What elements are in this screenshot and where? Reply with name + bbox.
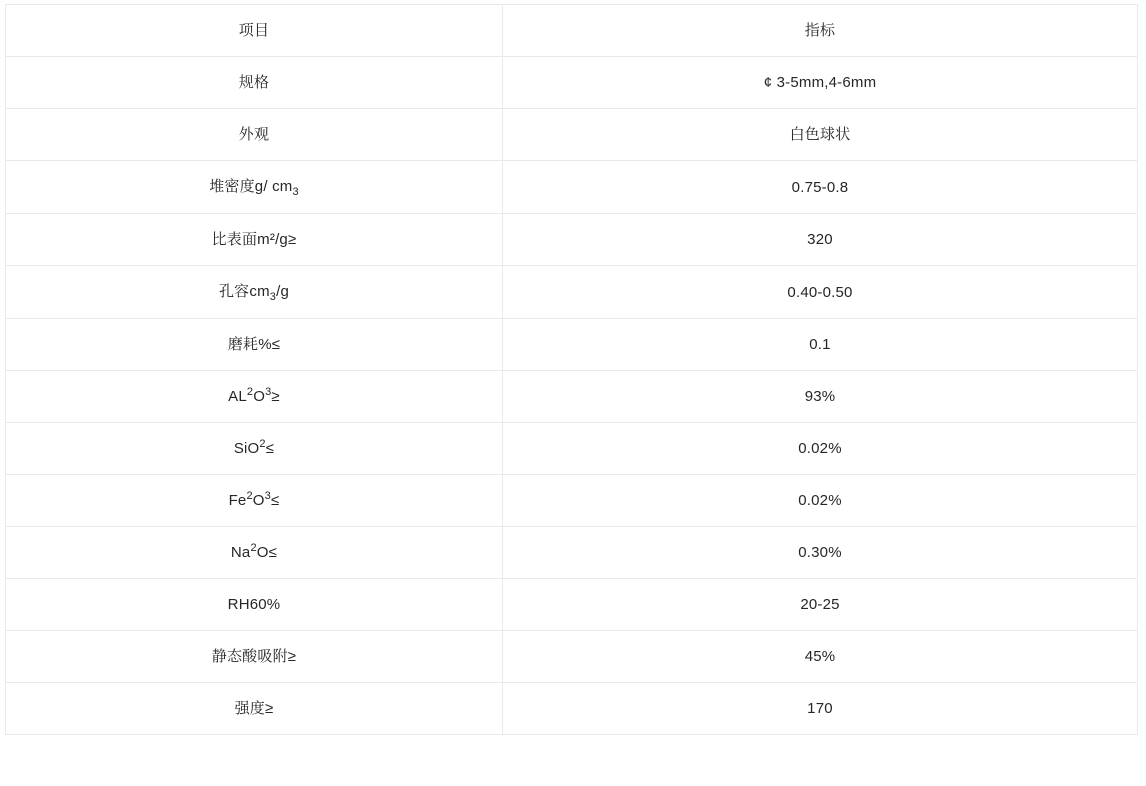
cell-text: Fe bbox=[228, 492, 247, 509]
value-cell bbox=[503, 371, 1138, 423]
cell-text: 白色球状 bbox=[789, 126, 851, 143]
item-cell bbox=[6, 631, 503, 683]
cell-text: 20-25 bbox=[800, 596, 840, 613]
cell-text: 45% bbox=[804, 648, 836, 665]
value-cell bbox=[503, 423, 1138, 475]
value-cell bbox=[503, 683, 1138, 735]
value-cell bbox=[503, 475, 1138, 527]
subscript: 3 bbox=[269, 291, 277, 303]
cell-text: Na bbox=[230, 544, 251, 561]
cell-text: 0.40-0.50 bbox=[787, 283, 853, 301]
item-cell bbox=[6, 527, 503, 579]
value-cell bbox=[503, 109, 1138, 161]
item-cell bbox=[6, 371, 503, 423]
page bbox=[0, 4, 1146, 786]
cell-text: 磨耗%≤ bbox=[227, 336, 281, 353]
item-cell bbox=[6, 214, 503, 266]
value-cell bbox=[503, 57, 1138, 109]
cell-text: RH60% bbox=[227, 596, 281, 613]
spec-row bbox=[6, 527, 1138, 579]
spec-row bbox=[6, 266, 1138, 319]
superscript: 2 bbox=[246, 490, 253, 502]
subscript: 3 bbox=[292, 186, 299, 198]
cell-text: O bbox=[253, 388, 266, 405]
cell-text: O≤ bbox=[256, 544, 278, 561]
item-cell bbox=[6, 319, 503, 371]
superscript: 2 bbox=[250, 542, 257, 554]
cell-text: 320 bbox=[807, 231, 833, 248]
cell-text: 0.02% bbox=[798, 492, 842, 509]
value-cell bbox=[503, 161, 1138, 214]
cell-text: 外观 bbox=[238, 126, 270, 143]
superscript: 3 bbox=[265, 386, 272, 398]
cell-text: 项目 bbox=[238, 22, 270, 39]
value-cell bbox=[503, 527, 1138, 579]
cell-text: 规格 bbox=[238, 74, 270, 91]
cell-text: ≤ bbox=[265, 440, 275, 457]
item-cell bbox=[6, 161, 503, 214]
spec-row bbox=[6, 57, 1138, 109]
superscript: 2 bbox=[246, 386, 254, 398]
cell-text: AL bbox=[228, 388, 247, 405]
value-cell bbox=[503, 319, 1138, 371]
cell-text: /g bbox=[276, 283, 290, 300]
value-cell bbox=[503, 214, 1138, 266]
spec-row bbox=[6, 579, 1138, 631]
spec-row bbox=[6, 319, 1138, 371]
cell-text: ¢ 3-5mm,4-6mm bbox=[763, 74, 877, 91]
spec-row bbox=[6, 109, 1138, 161]
cell-text: 指标 bbox=[804, 22, 836, 39]
spec-table-body bbox=[6, 5, 1138, 735]
spec-row bbox=[6, 683, 1138, 735]
cell-text: 0.30% bbox=[798, 544, 842, 561]
item-cell bbox=[6, 57, 503, 109]
cell-text: 0.75-0.8 bbox=[791, 178, 849, 196]
cell-text: 堆密度g/ cm bbox=[209, 178, 293, 195]
spec-table bbox=[5, 4, 1138, 735]
spec-row bbox=[6, 475, 1138, 527]
cell-text: 93% bbox=[804, 388, 836, 405]
cell-text: O bbox=[252, 492, 265, 509]
cell-text: ≤ bbox=[271, 492, 280, 509]
spec-row bbox=[6, 423, 1138, 475]
value-cell bbox=[503, 266, 1138, 319]
item-cell bbox=[6, 475, 503, 527]
cell-text: 强度≥ bbox=[234, 700, 274, 717]
cell-text: 比表面m²/g≥ bbox=[211, 231, 297, 248]
superscript: 3 bbox=[264, 490, 271, 502]
item-cell bbox=[6, 266, 503, 319]
cell-text: ≥ bbox=[271, 388, 280, 405]
item-cell bbox=[6, 109, 503, 161]
cell-text: 0.1 bbox=[809, 336, 831, 353]
value-column-header bbox=[503, 5, 1138, 57]
cell-text: SiO bbox=[233, 440, 260, 457]
value-cell bbox=[503, 579, 1138, 631]
item-cell bbox=[6, 683, 503, 735]
item-cell bbox=[6, 423, 503, 475]
item-cell bbox=[6, 579, 503, 631]
cell-text: 170 bbox=[807, 700, 833, 717]
spec-row bbox=[6, 371, 1138, 423]
item-column-header bbox=[6, 5, 503, 57]
spec-row bbox=[6, 214, 1138, 266]
cell-text: 孔容cm bbox=[218, 283, 270, 300]
cell-text: 静态酸吸附≥ bbox=[211, 648, 297, 665]
value-cell bbox=[503, 631, 1138, 683]
header-row bbox=[6, 5, 1138, 57]
superscript: 2 bbox=[259, 438, 266, 450]
spec-row bbox=[6, 631, 1138, 683]
cell-text: 0.02% bbox=[798, 440, 842, 457]
spec-row bbox=[6, 161, 1138, 214]
